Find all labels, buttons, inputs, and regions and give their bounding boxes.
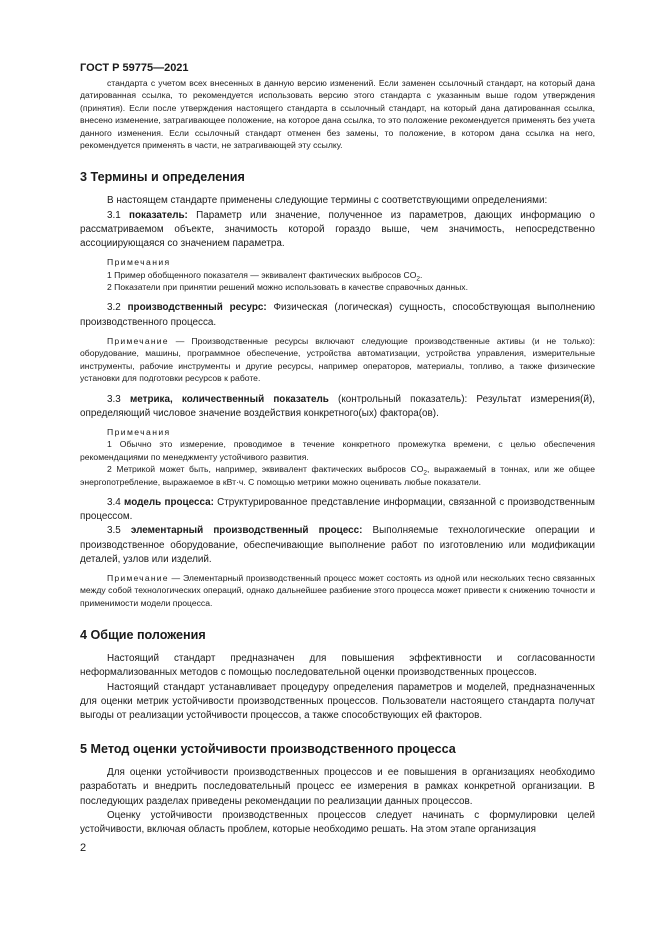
term-3-2-number: 3.2: [107, 302, 128, 314]
term-3-1-term: показатель:: [129, 209, 188, 221]
section-4-heading: 4 Общие положения: [80, 628, 206, 643]
term-3-3: [80, 393, 595, 421]
note-3-5: [80, 572, 595, 609]
note-3-2: [80, 335, 595, 385]
section-5-paragraph-2: Оценку устойчивости производственных процессов следует начинать с формулировки целей устойчивости, включая область проблем, которые необходимо решать. На этом этапе организация: [80, 809, 595, 835]
notes-3-1-title-text: Примечания: [107, 257, 171, 268]
section-5-paragraph-1: Для оценки устойчивости производственных процессов и ее повышения в организациях необходимо разработать и внедрить последовательный процесс ее измерения в рамках конкретной организации. В последующих разделах приведены рекомендации по реализации данных процессов.: [80, 767, 595, 807]
term-3-3-term: метрика, количественный показатель: [129, 393, 329, 405]
note-3-1-2: 2 Показатели при принятии решений можно использовать в качестве справочных данных.: [107, 282, 468, 293]
term-3-2-term: производственный ресурс:: [127, 302, 267, 314]
note-3-5-text: — Элементарный производственный процесс может состоять из одной или нескольких тесно связанных между собой технологических операций, однако дальнейшее разбиение этого процесса может привести к снижению точности и применимости модели процесса.: [80, 572, 595, 608]
note-3-3-2-subscript: 2: [423, 469, 428, 477]
note-3-1-1-text: 1 Пример обобщенного показателя — эквивалент фактических выбросов CO: [107, 269, 417, 280]
term-3-1-definition: Параметр или значение, полученное из параметров, дающих информацию о рассматриваемом объекте, значимость которой гораздо выше, чем значимость, непосредственно ассоциирующаяся со значением параметра.: [80, 209, 595, 250]
page-number: 2: [80, 842, 87, 854]
term-3-2-definition: Физическая (логическая) сущность, способствующая выполнению производственного процесса.: [80, 302, 595, 328]
note-3-2-text: — Производственные ресурсы включают следующие производственные активы (и не только): оборудование, машины, программное обеспечение, устройства автоматизации, устройства управления, измерительные инструменты, рабочие инструменты и другие ресурсы, например операторов, материалы, топливо, а также физические установки для подготовки ресурсов к работе.: [80, 335, 595, 384]
section-4-paragraph-1: Настоящий стандарт предназначен для повышения эффективности и согласованности неформализованных методов с помощью последовательной оценки производственных процессов.: [80, 653, 595, 679]
section-3-lead: В настоящем стандарте применены следующие термины с соответствующими определениями:: [107, 195, 548, 207]
term-3-5-term: элементарный производственный процесс:: [130, 525, 363, 537]
term-3-4-term: модель процесса:: [124, 496, 214, 508]
note-3-1-1: [80, 269, 595, 281]
note-3-1-1-end: .: [420, 269, 423, 280]
notes-3-3-title-text: Примечания: [107, 426, 171, 437]
notes-3-1-title: [80, 256, 595, 268]
note-3-3-2-end: , выражаемый в тоннах, или же общее энергопотребление, выражаемое в кВт·ч. С помощью метрики можно оценивать любые показатели.: [80, 464, 595, 487]
note-3-3-1: 1 Обычно это измерение, проводимое в течение конкретного промежутка времени, с целью обеспечения рекомендациями по менеджменту устойчивого развития.: [80, 439, 595, 462]
section-3-heading: 3 Термины и определения: [80, 170, 245, 185]
note-3-5-label: Примечание: [107, 572, 169, 583]
page-content: [80, 77, 595, 837]
term-3-5: [80, 524, 595, 567]
term-3-4-number: 3.4: [107, 496, 125, 508]
term-3-5-number: 3.5: [107, 525, 131, 537]
intro-paragraph: стандарта с учетом всех внесенных в данную версию изменений. Если заменен ссылочный стандарт, на который дана датированная ссылка, то рекомендуется использовать версию этого стандарта с указанным выше годом утверждения (принятия). Если после утверждения настоящего стандарта в ссылочный стандарт, на который дана датированная ссылка, внесено изменение, затрагивающее положение, на которое дана ссылка, то это положение рекомендуется применять без учета данного изменения. Если ссылочный стандарт отменен без замены, то положение, в котором дана ссылка на него, рекомендуется применять в части, не затрагивающей эту ссылку.: [80, 78, 595, 151]
note-3-3-2-text: 2 Метрикой может быть, например, эквивалент фактических выбросов CO: [107, 464, 424, 475]
term-3-3-number: 3.3: [107, 393, 130, 405]
note-3-1-1-subscript: 2: [416, 275, 421, 283]
term-3-4: [80, 496, 595, 524]
note-3-3-2: [80, 463, 595, 488]
term-3-2: [80, 301, 595, 329]
document-header: ГОСТ Р 59775—2021: [80, 62, 189, 74]
section-5-heading: 5 Метод оценки устойчивости производственного процесса: [80, 742, 456, 757]
term-3-1-number: 3.1: [107, 209, 130, 221]
term-3-3-definition: (контрольный показатель): Результат измерения(й), определяющий числовое значение воздействия конкретного(ых) фактора(ов).: [80, 393, 595, 419]
section-4-paragraph-2: Настоящий стандарт устанавливает процедуру определения параметров и моделей, предназначенных для оценки метрик устойчивости производственных процессов. Пользователи настоящего стандарта получат выгоды от реализации устойчивости процессов, а также способствующих ей факторов.: [80, 681, 595, 721]
notes-3-3-title: [80, 426, 595, 438]
term-3-1: [80, 209, 595, 252]
note-3-2-label: Примечание: [107, 335, 169, 346]
term-3-4-definition: Структурированное представление информации, связанной с производственным процессом.: [80, 496, 595, 523]
term-3-5-definition: Выполняемые технологические операции и производственное оборудование, обеспечивающие выполнение работ по изготовлению или модификации деталей, узлов или изделий.: [80, 525, 595, 565]
